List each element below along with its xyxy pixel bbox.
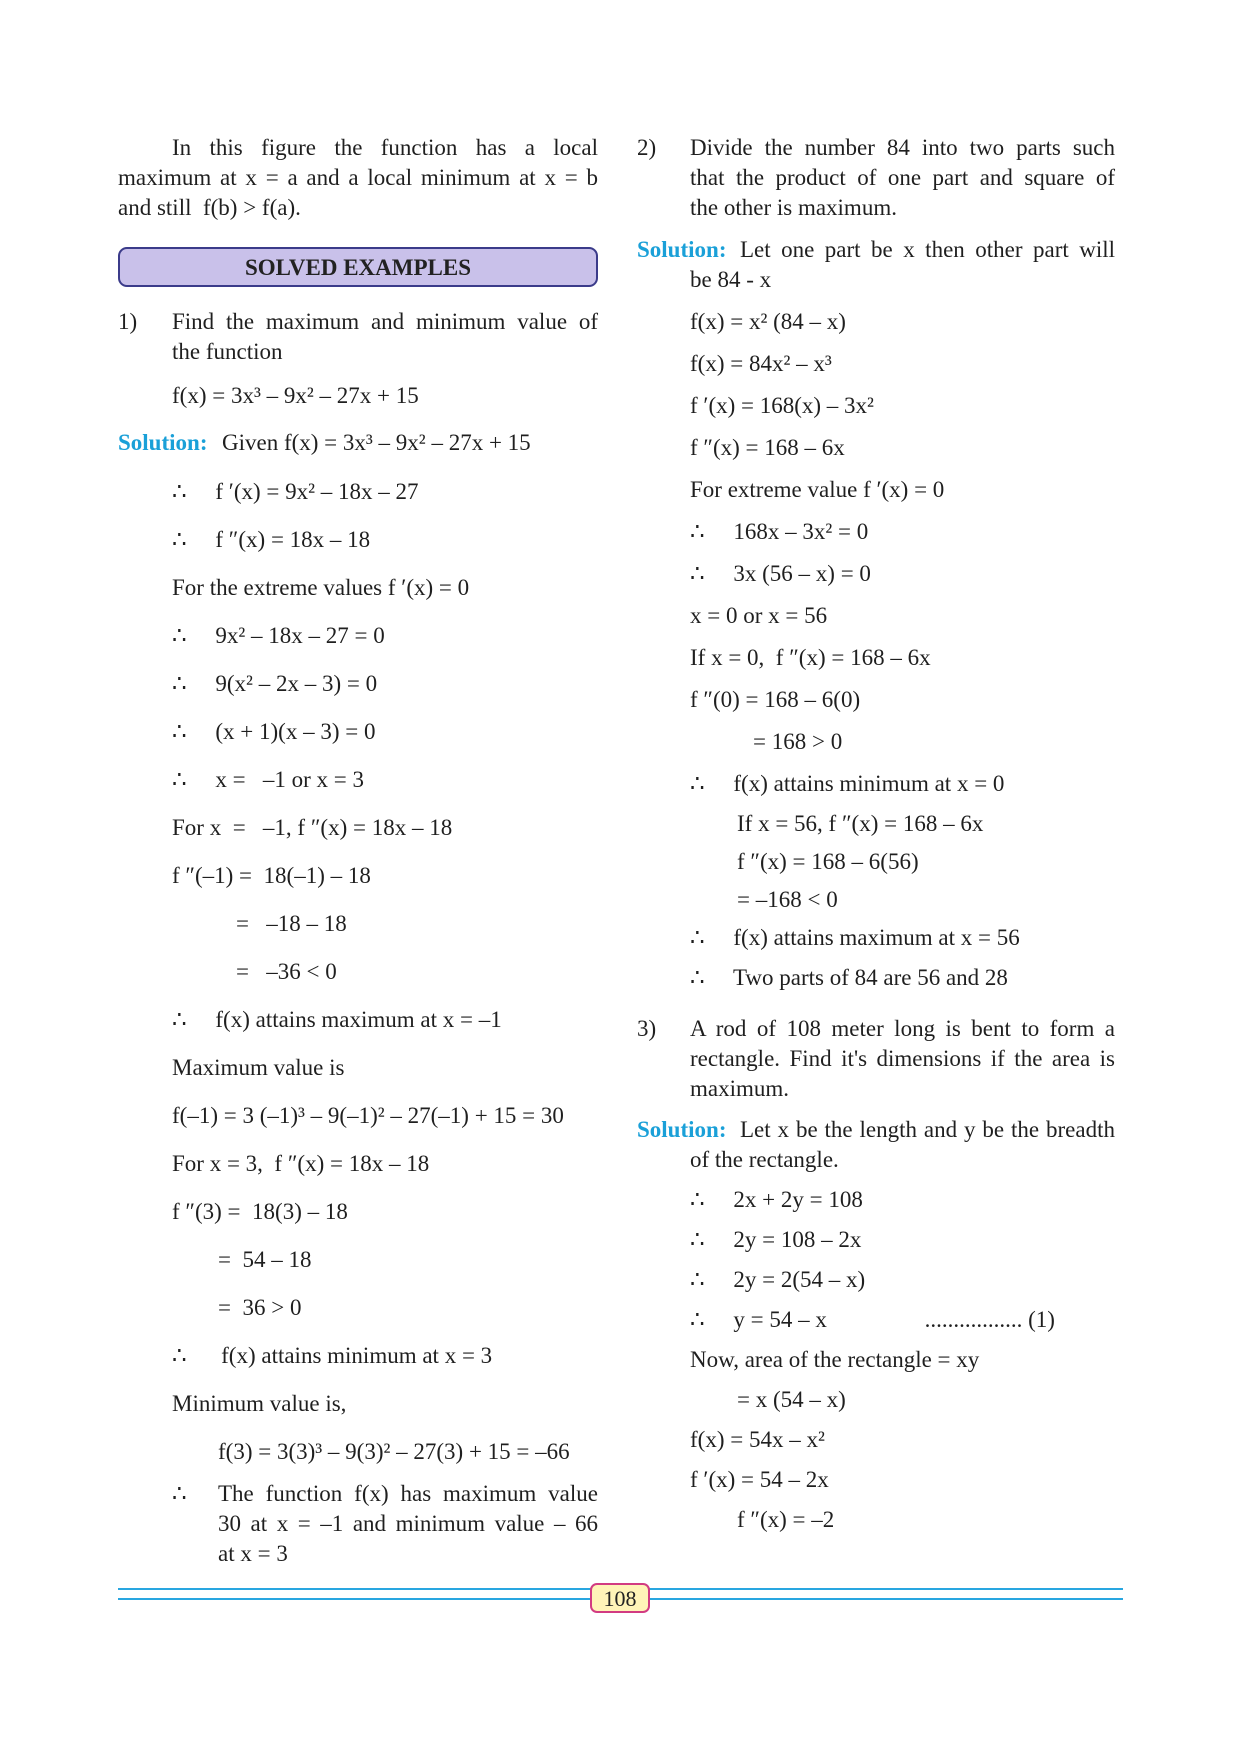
sol2-step: = 168 > 0 xyxy=(753,729,843,754)
solution-label-3: Solution: xyxy=(637,1117,727,1142)
sol2-step: f ′(x) = 168(x) – 3x² xyxy=(690,393,874,418)
example-2-question-line-1: Divide the number 84 into two parts such xyxy=(690,135,1115,160)
sol1-conclusion-line-3: at x = 3 xyxy=(218,1541,288,1566)
sol2-step: f ″(0) = 168 – 6(0) xyxy=(690,687,861,712)
sol1-step: ∴ f(x) attains minimum at x = 3 xyxy=(172,1343,493,1368)
intro-line-1: In this figure the function has a local xyxy=(172,135,598,160)
solution-1-given: Given f(x) = 3x³ – 9x² – 27x + 15 xyxy=(222,430,531,455)
example-3-question-line-1: A rod of 108 meter long is bent to form a xyxy=(690,1016,1115,1041)
sol2-step: If x = 0, f ″(x) = 168 – 6x xyxy=(690,645,931,670)
example-2-number: 2) xyxy=(637,135,657,160)
sol1-step: = 54 – 18 xyxy=(218,1247,312,1272)
sol2-step: f(x) = x² (84 – x) xyxy=(690,309,846,334)
solution-3-intro-line-1: Let x be the length and y be the breadth xyxy=(740,1117,1115,1142)
sol3-step: ∴ 2y = 108 – 2x xyxy=(690,1227,862,1252)
sol2-step: = –168 < 0 xyxy=(737,887,838,912)
solution-2-intro-line-2: be 84 - x xyxy=(690,267,772,292)
sol1-step: For the extreme values f ′(x) = 0 xyxy=(172,575,470,600)
example-2-question-line-3: the other is maximum. xyxy=(690,195,897,220)
sol1-step: ∴ 9(x² – 2x – 3) = 0 xyxy=(172,671,378,696)
sol1-step: Maximum value is xyxy=(172,1055,345,1080)
sol3-step: ∴ 2y = 2(54 – x) xyxy=(690,1267,866,1292)
example-3-question-line-3: maximum. xyxy=(690,1076,790,1101)
sol1-step: = –36 < 0 xyxy=(236,959,337,984)
sol2-step: f ″(x) = 168 – 6x xyxy=(690,435,845,460)
sol3-step: Now, area of the rectangle = xy xyxy=(690,1347,980,1372)
page-number: 108 xyxy=(590,1583,650,1613)
sol1-step: ∴ 9x² – 18x – 27 = 0 xyxy=(172,623,385,648)
example-1-question-line-2: the function xyxy=(172,339,283,364)
sol3-step: f(x) = 54x – x² xyxy=(690,1427,825,1452)
sol2-step: If x = 56, f ″(x) = 168 – 6x xyxy=(737,811,984,836)
solved-examples-banner: SOLVED EXAMPLES xyxy=(118,247,598,287)
intro-line-3: and still f(b) > f(a). xyxy=(118,195,301,220)
sol1-step: ∴ f ″(x) = 18x – 18 xyxy=(172,527,371,552)
sol3-step: f ″(x) = –2 xyxy=(737,1507,835,1532)
sol1-conclusion-line-2: 30 at x = –1 and minimum value – 66 xyxy=(218,1511,598,1536)
sol1-step: f ″(–1) = 18(–1) – 18 xyxy=(172,863,371,888)
sol1-step: For x = 3, f ″(x) = 18x – 18 xyxy=(172,1151,430,1176)
sol2-step: For extreme value f ′(x) = 0 xyxy=(690,477,945,502)
example-1-number: 1) xyxy=(118,309,138,334)
sol3-step: ∴ 2x + 2y = 108 xyxy=(690,1187,863,1212)
example-3-question-line-2: rectangle. Find it's dimensions if the area is xyxy=(690,1046,1115,1071)
sol2-step: ∴ 3x (56 – x) = 0 xyxy=(690,561,871,586)
sol1-step: = –18 – 18 xyxy=(236,911,347,936)
example-1-function: f(x) = 3x³ – 9x² – 27x + 15 xyxy=(172,383,419,408)
sol2-step: x = 0 or x = 56 xyxy=(690,603,828,628)
sol2-step: ∴ f(x) attains maximum at x = 56 xyxy=(690,925,1020,950)
sol1-step: f(3) = 3(3)³ – 9(3)² – 27(3) + 15 = –66 xyxy=(218,1439,570,1464)
sol1-step: ∴ (x + 1)(x – 3) = 0 xyxy=(172,719,376,744)
sol1-step: f ″(3) = 18(3) – 18 xyxy=(172,1199,348,1224)
sol3-step: = x (54 – x) xyxy=(737,1387,846,1412)
sol3-step: ∴ y = 54 – x ................. (1) xyxy=(690,1307,1055,1332)
sol3-step: f ′(x) = 54 – 2x xyxy=(690,1467,829,1492)
sol1-step: ∴ f ′(x) = 9x² – 18x – 27 xyxy=(172,479,419,504)
therefore-symbol: ∴ xyxy=(172,1481,187,1506)
sol1-step: f(–1) = 3 (–1)³ – 9(–1)² – 27(–1) + 15 = 30 xyxy=(172,1103,564,1128)
sol2-step: ∴ f(x) attains minimum at x = 0 xyxy=(690,771,1005,796)
solution-3-intro-line-2: of the rectangle. xyxy=(690,1147,839,1172)
solution-2-intro-line-1: Let one part be x then other part will xyxy=(740,237,1115,262)
example-3-number: 3) xyxy=(637,1016,657,1041)
sol1-step: ∴ x = –1 or x = 3 xyxy=(172,767,364,792)
sol1-step: For x = –1, f ″(x) = 18x – 18 xyxy=(172,815,453,840)
sol1-conclusion-line-1: The function f(x) has maximum value xyxy=(218,1481,598,1506)
intro-line-2: maximum at x = a and a local minimum at x = b xyxy=(118,165,598,190)
sol1-step: = 36 > 0 xyxy=(218,1295,302,1320)
sol1-step: Minimum value is, xyxy=(172,1391,347,1416)
sol2-step: f ″(x) = 168 – 6(56) xyxy=(737,849,919,874)
sol1-step: ∴ f(x) attains maximum at x = –1 xyxy=(172,1007,502,1032)
solution-label-1: Solution: xyxy=(118,430,208,455)
example-2-question-line-2: that the product of one part and square of xyxy=(690,165,1115,190)
sol2-step: ∴ 168x – 3x² = 0 xyxy=(690,519,869,544)
example-1-question-line-1: Find the maximum and minimum value of xyxy=(172,309,598,334)
solution-label-2: Solution: xyxy=(637,237,727,262)
sol2-step: f(x) = 84x² – x³ xyxy=(690,351,832,376)
sol2-step: ∴ Two parts of 84 are 56 and 28 xyxy=(690,965,1008,990)
